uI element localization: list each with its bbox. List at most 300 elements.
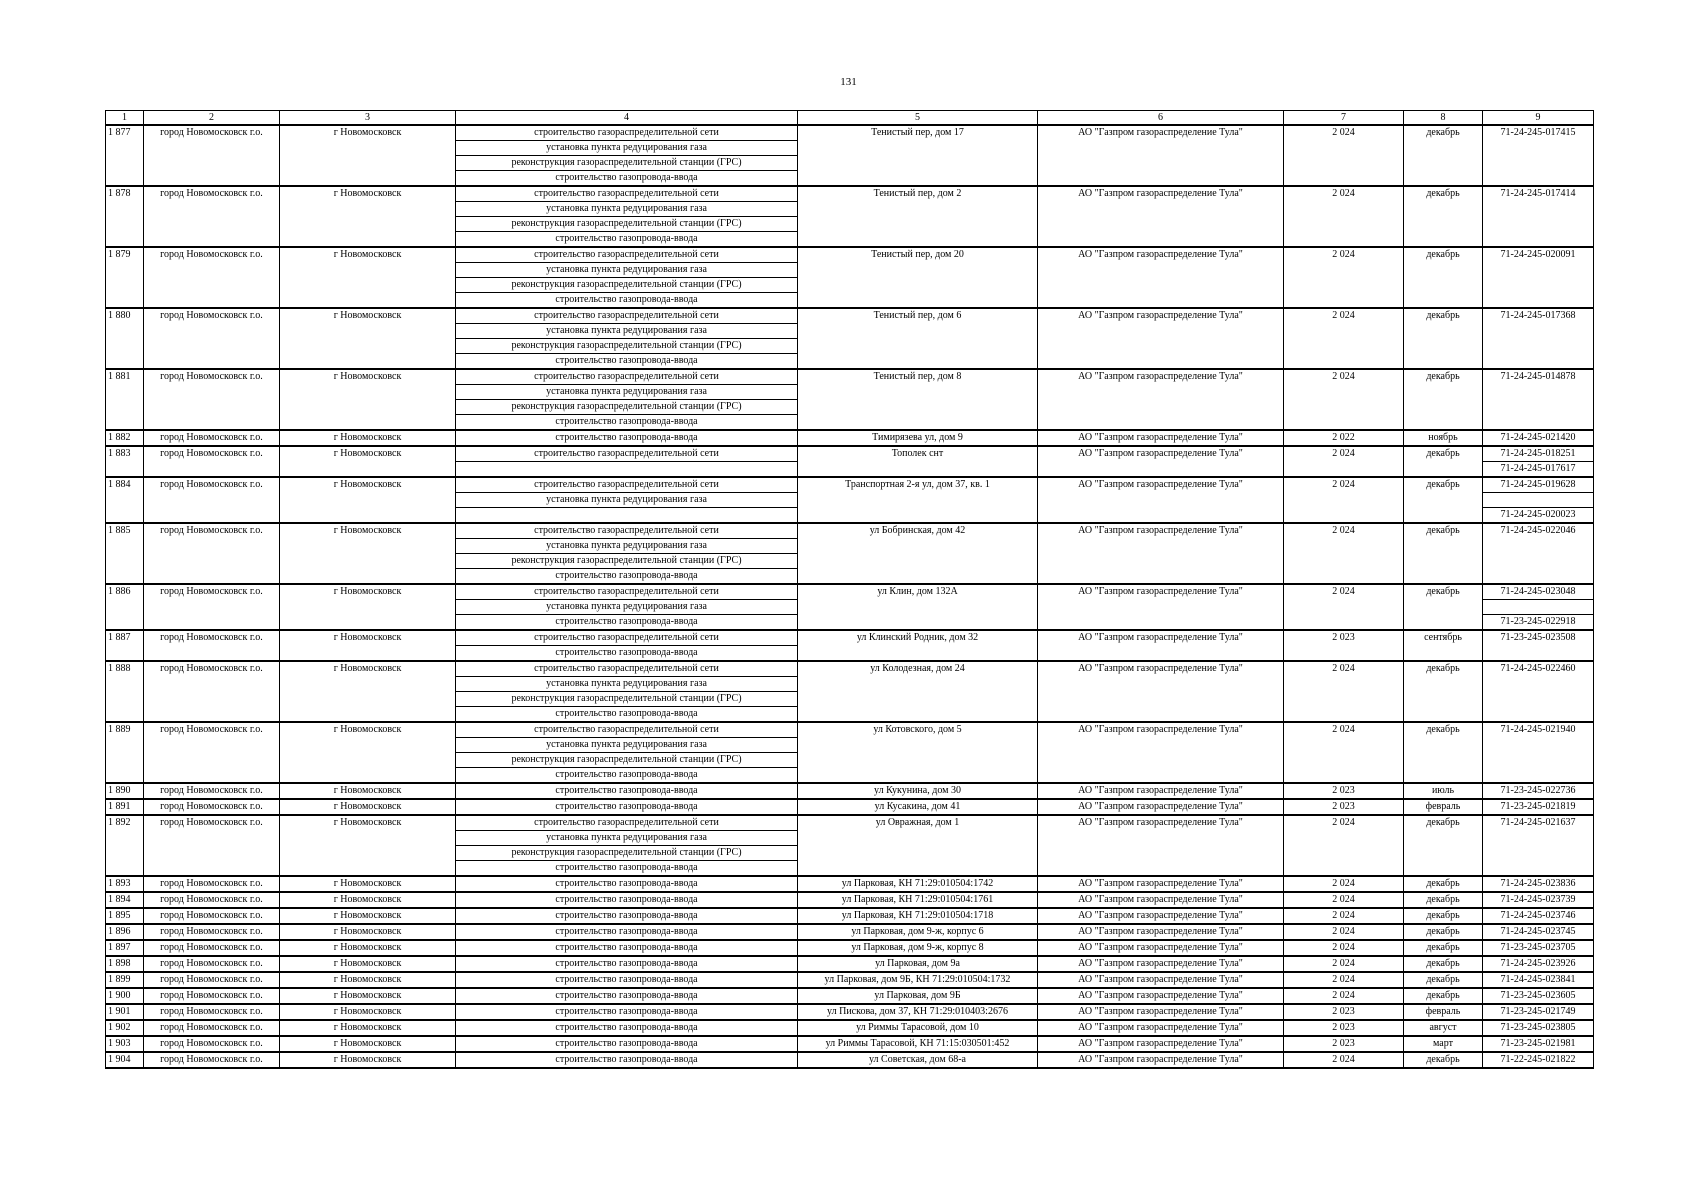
organization-cell: АО "Газпром газораспределение Тула": [1038, 815, 1284, 876]
city-cell: г Новомосковск: [280, 815, 456, 876]
work-type-cell: строительство газораспределительной сети: [456, 125, 798, 141]
code-cell: 71-24-245-017414: [1483, 186, 1594, 247]
work-type-cell: реконструкция газораспределительной станции (ГРС): [456, 217, 798, 232]
district-cell: город Новомосковск г.о.: [144, 1004, 280, 1020]
month-cell: сентябрь: [1404, 630, 1483, 661]
work-type-cell: установка пункта редуцирования газа: [456, 263, 798, 278]
code-cell: 71-24-245-017415: [1483, 125, 1594, 186]
year-cell: 2 023: [1284, 783, 1404, 799]
city-cell: г Новомосковск: [280, 1052, 456, 1068]
address-cell: ул Парковая, дом 9Б: [798, 988, 1038, 1004]
table-row: [106, 1020, 1594, 1036]
address-cell: ул Котовского, дом 5: [798, 722, 1038, 783]
work-type-cell: строительство газораспределительной сети: [456, 369, 798, 385]
code-cell: 71-24-245-020023: [1483, 508, 1594, 524]
code-cell: 71-24-245-021940: [1483, 722, 1594, 783]
city-cell: г Новомосковск: [280, 972, 456, 988]
city-cell: г Новомосковск: [280, 630, 456, 661]
month-cell: март: [1404, 1036, 1483, 1052]
city-cell: г Новомосковск: [280, 783, 456, 799]
address-cell: Тенистый пер, дом 6: [798, 308, 1038, 369]
work-type-cell: строительство газораспределительной сети: [456, 186, 798, 202]
city-cell: г Новомосковск: [280, 892, 456, 908]
code-cell: 71-24-245-023739: [1483, 892, 1594, 908]
city-cell: г Новомосковск: [280, 446, 456, 477]
city-cell: г Новомосковск: [280, 430, 456, 446]
district-cell: город Новомосковск г.о.: [144, 892, 280, 908]
work-type-cell: строительство газораспределительной сети: [456, 815, 798, 831]
month-cell: декабрь: [1404, 125, 1483, 186]
table-row: [106, 584, 1594, 600]
city-cell: г Новомосковск: [280, 1004, 456, 1020]
year-cell: 2 024: [1284, 876, 1404, 892]
organization-cell: АО "Газпром газораспределение Тула": [1038, 1004, 1284, 1020]
district-cell: город Новомосковск г.о.: [144, 125, 280, 186]
year-cell: 2 024: [1284, 815, 1404, 876]
row-number-cell: 1 891: [106, 799, 144, 815]
organization-cell: АО "Газпром газораспределение Тула": [1038, 1052, 1284, 1068]
column-header: 3: [280, 111, 456, 126]
year-cell: 2 023: [1284, 1004, 1404, 1020]
code-cell: [1483, 493, 1594, 508]
work-type-cell: строительство газопровода-ввода: [456, 569, 798, 585]
work-type-cell: строительство газораспределительной сети: [456, 661, 798, 677]
work-type-cell: строительство газораспределительной сети: [456, 247, 798, 263]
year-cell: 2 024: [1284, 446, 1404, 477]
year-cell: 2 023: [1284, 1036, 1404, 1052]
district-cell: город Новомосковск г.о.: [144, 661, 280, 722]
row-number-cell: 1 879: [106, 247, 144, 308]
registry-table: [105, 110, 1594, 1069]
row-number-cell: 1 877: [106, 125, 144, 186]
code-cell: 71-24-245-021420: [1483, 430, 1594, 446]
organization-cell: АО "Газпром газораспределение Тула": [1038, 247, 1284, 308]
year-cell: 2 024: [1284, 1052, 1404, 1068]
code-cell: 71-24-245-020091: [1483, 247, 1594, 308]
district-cell: город Новомосковск г.о.: [144, 630, 280, 661]
column-header: 9: [1483, 111, 1594, 126]
code-cell: 71-23-245-023805: [1483, 1020, 1594, 1036]
column-header: 4: [456, 111, 798, 126]
organization-cell: АО "Газпром газораспределение Тула": [1038, 661, 1284, 722]
month-cell: декабрь: [1404, 892, 1483, 908]
table-row: [106, 924, 1594, 940]
code-cell: 71-24-245-023926: [1483, 956, 1594, 972]
work-type-cell: строительство газопровода-ввода: [456, 799, 798, 815]
year-cell: 2 024: [1284, 186, 1404, 247]
work-type-cell: [456, 462, 798, 478]
organization-cell: АО "Газпром газораспределение Тула": [1038, 125, 1284, 186]
district-cell: город Новомосковск г.о.: [144, 815, 280, 876]
organization-cell: АО "Газпром газораспределение Тула": [1038, 876, 1284, 892]
code-cell: 71-24-245-022460: [1483, 661, 1594, 722]
code-cell: 71-23-245-021981: [1483, 1036, 1594, 1052]
work-type-cell: строительство газопровода-ввода: [456, 768, 798, 784]
organization-cell: АО "Газпром газораспределение Тула": [1038, 783, 1284, 799]
code-cell: 71-24-245-017617: [1483, 462, 1594, 478]
code-cell: 71-24-245-014878: [1483, 369, 1594, 430]
work-type-cell: строительство газопровода-ввода: [456, 924, 798, 940]
year-cell: 2 022: [1284, 430, 1404, 446]
work-type-cell: установка пункта редуцирования газа: [456, 385, 798, 400]
work-type-cell: строительство газораспределительной сети: [456, 477, 798, 493]
month-cell: декабрь: [1404, 972, 1483, 988]
organization-cell: АО "Газпром газораспределение Тула": [1038, 956, 1284, 972]
table-row: [106, 247, 1594, 263]
month-cell: август: [1404, 1020, 1483, 1036]
table-row: [106, 630, 1594, 646]
row-number-cell: 1 896: [106, 924, 144, 940]
address-cell: Тенистый пер, дом 17: [798, 125, 1038, 186]
table-row: [106, 369, 1594, 385]
work-type-cell: установка пункта редуцирования газа: [456, 324, 798, 339]
organization-cell: АО "Газпром газораспределение Тула": [1038, 430, 1284, 446]
city-cell: г Новомосковск: [280, 308, 456, 369]
city-cell: г Новомосковск: [280, 1020, 456, 1036]
code-cell: 71-23-245-022736: [1483, 783, 1594, 799]
district-cell: город Новомосковск г.о.: [144, 924, 280, 940]
address-cell: ул Клинский Родник, дом 32: [798, 630, 1038, 661]
organization-cell: АО "Газпром газораспределение Тула": [1038, 630, 1284, 661]
address-cell: Транспортная 2-я ул, дом 37, кв. 1: [798, 477, 1038, 523]
address-cell: ул Колодезная, дом 24: [798, 661, 1038, 722]
organization-cell: АО "Газпром газораспределение Тула": [1038, 799, 1284, 815]
address-cell: ул Парковая, КН 71:29:010504:1742: [798, 876, 1038, 892]
work-type-cell: установка пункта редуцирования газа: [456, 600, 798, 615]
work-type-cell: строительство газопровода-ввода: [456, 1020, 798, 1036]
row-number-cell: 1 899: [106, 972, 144, 988]
table-row: [106, 308, 1594, 324]
organization-cell: АО "Газпром газораспределение Тула": [1038, 477, 1284, 523]
work-type-cell: установка пункта редуцирования газа: [456, 141, 798, 156]
code-cell: 71-24-245-019628: [1483, 477, 1594, 493]
address-cell: ул Риммы Тарасовой, дом 10: [798, 1020, 1038, 1036]
district-cell: город Новомосковск г.о.: [144, 876, 280, 892]
code-cell: 71-23-245-023605: [1483, 988, 1594, 1004]
row-number-cell: 1 892: [106, 815, 144, 876]
work-type-cell: строительство газопровода-ввода: [456, 707, 798, 723]
city-cell: г Новомосковск: [280, 722, 456, 783]
row-number-cell: 1 895: [106, 908, 144, 924]
code-cell: 71-24-245-017368: [1483, 308, 1594, 369]
table-row: [106, 722, 1594, 738]
organization-cell: АО "Газпром газораспределение Тула": [1038, 584, 1284, 630]
organization-cell: АО "Газпром газораспределение Тула": [1038, 988, 1284, 1004]
district-cell: город Новомосковск г.о.: [144, 308, 280, 369]
city-cell: г Новомосковск: [280, 661, 456, 722]
year-cell: 2 024: [1284, 908, 1404, 924]
code-cell: 71-24-245-022046: [1483, 523, 1594, 584]
work-type-cell: реконструкция газораспределительной станции (ГРС): [456, 339, 798, 354]
row-number-cell: 1 886: [106, 584, 144, 630]
row-number-cell: 1 894: [106, 892, 144, 908]
district-cell: город Новомосковск г.о.: [144, 186, 280, 247]
month-cell: декабрь: [1404, 247, 1483, 308]
city-cell: г Новомосковск: [280, 1036, 456, 1052]
month-cell: декабрь: [1404, 1052, 1483, 1068]
work-type-cell: строительство газопровода-ввода: [456, 354, 798, 370]
month-cell: февраль: [1404, 1004, 1483, 1020]
work-type-cell: строительство газопровода-ввода: [456, 861, 798, 877]
year-cell: 2 024: [1284, 247, 1404, 308]
row-number-cell: 1 883: [106, 446, 144, 477]
table-row: [106, 908, 1594, 924]
code-cell: 71-24-245-023841: [1483, 972, 1594, 988]
table-row: [106, 972, 1594, 988]
district-cell: город Новомосковск г.о.: [144, 523, 280, 584]
row-number-cell: 1 902: [106, 1020, 144, 1036]
work-type-cell: строительство газопровода-ввода: [456, 1052, 798, 1068]
column-header: 1: [106, 111, 144, 126]
code-cell: 71-23-245-021749: [1483, 1004, 1594, 1020]
district-cell: город Новомосковск г.о.: [144, 1052, 280, 1068]
address-cell: Тимирязева ул, дом 9: [798, 430, 1038, 446]
code-cell: 71-23-245-021819: [1483, 799, 1594, 815]
city-cell: г Новомосковск: [280, 584, 456, 630]
table-row: [106, 892, 1594, 908]
table-row: [106, 815, 1594, 831]
year-cell: 2 024: [1284, 956, 1404, 972]
month-cell: декабрь: [1404, 523, 1483, 584]
row-number-cell: 1 880: [106, 308, 144, 369]
row-number-cell: 1 887: [106, 630, 144, 661]
month-cell: июль: [1404, 783, 1483, 799]
work-type-cell: строительство газораспределительной сети: [456, 584, 798, 600]
work-type-cell: строительство газораспределительной сети: [456, 308, 798, 324]
work-type-cell: реконструкция газораспределительной станции (ГРС): [456, 156, 798, 171]
work-type-cell: реконструкция газораспределительной станции (ГРС): [456, 400, 798, 415]
year-cell: 2 024: [1284, 584, 1404, 630]
district-cell: город Новомосковск г.о.: [144, 783, 280, 799]
city-cell: г Новомосковск: [280, 799, 456, 815]
work-type-cell: установка пункта редуцирования газа: [456, 738, 798, 753]
column-header: 8: [1404, 111, 1483, 126]
organization-cell: АО "Газпром газораспределение Тула": [1038, 908, 1284, 924]
address-cell: ул Парковая, КН 71:29:010504:1718: [798, 908, 1038, 924]
address-cell: ул Риммы Тарасовой, КН 71:15:030501:452: [798, 1036, 1038, 1052]
address-cell: ул Парковая, дом 9-ж, корпус 6: [798, 924, 1038, 940]
row-number-cell: 1 888: [106, 661, 144, 722]
year-cell: 2 024: [1284, 988, 1404, 1004]
code-cell: 71-24-245-023746: [1483, 908, 1594, 924]
table-row: [106, 430, 1594, 446]
city-cell: г Новомосковск: [280, 186, 456, 247]
district-cell: город Новомосковск г.о.: [144, 247, 280, 308]
city-cell: г Новомосковск: [280, 924, 456, 940]
row-number-cell: 1 900: [106, 988, 144, 1004]
city-cell: г Новомосковск: [280, 940, 456, 956]
district-cell: город Новомосковск г.о.: [144, 1020, 280, 1036]
organization-cell: АО "Газпром газораспределение Тула": [1038, 523, 1284, 584]
work-type-cell: строительство газопровода-ввода: [456, 972, 798, 988]
city-cell: г Новомосковск: [280, 369, 456, 430]
work-type-cell: строительство газораспределительной сети: [456, 630, 798, 646]
organization-cell: АО "Газпром газораспределение Тула": [1038, 924, 1284, 940]
city-cell: г Новомосковск: [280, 523, 456, 584]
row-number-cell: 1 885: [106, 523, 144, 584]
district-cell: город Новомосковск г.о.: [144, 988, 280, 1004]
work-type-cell: строительство газопровода-ввода: [456, 940, 798, 956]
year-cell: 2 024: [1284, 523, 1404, 584]
year-cell: 2 024: [1284, 940, 1404, 956]
year-cell: 2 024: [1284, 722, 1404, 783]
month-cell: декабрь: [1404, 661, 1483, 722]
year-cell: 2 024: [1284, 924, 1404, 940]
year-cell: 2 024: [1284, 369, 1404, 430]
work-type-cell: строительство газораспределительной сети: [456, 446, 798, 462]
table-row: [106, 661, 1594, 677]
month-cell: декабрь: [1404, 186, 1483, 247]
table-row: [106, 940, 1594, 956]
code-cell: 71-22-245-021822: [1483, 1052, 1594, 1068]
work-type-cell: строительство газопровода-ввода: [456, 876, 798, 892]
address-cell: Тенистый пер, дом 2: [798, 186, 1038, 247]
table-row: [106, 988, 1594, 1004]
work-type-cell: строительство газопровода-ввода: [456, 1036, 798, 1052]
work-type-cell: строительство газопровода-ввода: [456, 783, 798, 799]
month-cell: декабрь: [1404, 924, 1483, 940]
month-cell: декабрь: [1404, 815, 1483, 876]
month-cell: декабрь: [1404, 956, 1483, 972]
work-type-cell: строительство газопровода-ввода: [456, 415, 798, 431]
address-cell: ул Пискова, дом 37, КН 71:29:010403:2676: [798, 1004, 1038, 1020]
month-cell: февраль: [1404, 799, 1483, 815]
code-cell: 71-24-245-018251: [1483, 446, 1594, 462]
address-cell: Тенистый пер, дом 8: [798, 369, 1038, 430]
row-number-cell: 1 903: [106, 1036, 144, 1052]
work-type-cell: установка пункта редуцирования газа: [456, 202, 798, 217]
work-type-cell: [456, 508, 798, 524]
organization-cell: АО "Газпром газораспределение Тула": [1038, 308, 1284, 369]
table-row: [106, 876, 1594, 892]
year-cell: 2 024: [1284, 477, 1404, 523]
row-number-cell: 1 890: [106, 783, 144, 799]
table-row: [106, 446, 1594, 462]
organization-cell: АО "Газпром газораспределение Тула": [1038, 186, 1284, 247]
row-number-cell: 1 889: [106, 722, 144, 783]
district-cell: город Новомосковск г.о.: [144, 430, 280, 446]
district-cell: город Новомосковск г.о.: [144, 972, 280, 988]
year-cell: 2 024: [1284, 308, 1404, 369]
work-type-cell: строительство газопровода-ввода: [456, 956, 798, 972]
city-cell: г Новомосковск: [280, 988, 456, 1004]
row-number-cell: 1 878: [106, 186, 144, 247]
work-type-cell: строительство газопровода-ввода: [456, 293, 798, 309]
month-cell: декабрь: [1404, 988, 1483, 1004]
city-cell: г Новомосковск: [280, 876, 456, 892]
row-number-cell: 1 882: [106, 430, 144, 446]
organization-cell: АО "Газпром газораспределение Тула": [1038, 892, 1284, 908]
row-number-cell: 1 897: [106, 940, 144, 956]
year-cell: 2 024: [1284, 972, 1404, 988]
month-cell: декабрь: [1404, 446, 1483, 477]
work-type-cell: реконструкция газораспределительной станции (ГРС): [456, 846, 798, 861]
work-type-cell: строительство газопровода-ввода: [456, 1004, 798, 1020]
address-cell: ул Парковая, дом 9-ж, корпус 8: [798, 940, 1038, 956]
row-number-cell: 1 904: [106, 1052, 144, 1068]
organization-cell: АО "Газпром газораспределение Тула": [1038, 940, 1284, 956]
table-row: [106, 1052, 1594, 1068]
row-number-cell: 1 898: [106, 956, 144, 972]
table-body: [106, 111, 1594, 1069]
work-type-cell: строительство газораспределительной сети: [456, 722, 798, 738]
year-cell: 2 023: [1284, 630, 1404, 661]
year-cell: 2 023: [1284, 1020, 1404, 1036]
code-cell: 71-24-245-023048: [1483, 584, 1594, 600]
work-type-cell: установка пункта редуцирования газа: [456, 493, 798, 508]
month-cell: декабрь: [1404, 584, 1483, 630]
work-type-cell: строительство газопровода-ввода: [456, 232, 798, 248]
district-cell: город Новомосковск г.о.: [144, 1036, 280, 1052]
code-cell: 71-24-245-023745: [1483, 924, 1594, 940]
table-row: [106, 783, 1594, 799]
row-number-cell: 1 893: [106, 876, 144, 892]
city-cell: г Новомосковск: [280, 247, 456, 308]
city-cell: г Новомосковск: [280, 908, 456, 924]
address-cell: ул Овражная, дом 1: [798, 815, 1038, 876]
district-cell: город Новомосковск г.о.: [144, 369, 280, 430]
organization-cell: АО "Газпром газораспределение Тула": [1038, 369, 1284, 430]
address-cell: ул Кукунина, дом 30: [798, 783, 1038, 799]
organization-cell: АО "Газпром газораспределение Тула": [1038, 722, 1284, 783]
address-cell: Тополек снт: [798, 446, 1038, 477]
address-cell: ул Бобринская, дом 42: [798, 523, 1038, 584]
address-cell: ул Парковая, дом 9а: [798, 956, 1038, 972]
address-cell: ул Парковая, КН 71:29:010504:1761: [798, 892, 1038, 908]
address-cell: Тенистый пер, дом 20: [798, 247, 1038, 308]
city-cell: г Новомосковск: [280, 477, 456, 523]
table-row: [106, 477, 1594, 493]
table-row: [106, 1036, 1594, 1052]
year-cell: 2 024: [1284, 892, 1404, 908]
column-header: 5: [798, 111, 1038, 126]
work-type-cell: строительство газопровода-ввода: [456, 171, 798, 187]
work-type-cell: реконструкция газораспределительной станции (ГРС): [456, 278, 798, 293]
code-cell: 71-23-245-022918: [1483, 615, 1594, 631]
month-cell: декабрь: [1404, 308, 1483, 369]
month-cell: декабрь: [1404, 722, 1483, 783]
month-cell: декабрь: [1404, 940, 1483, 956]
column-header: 6: [1038, 111, 1284, 126]
month-cell: декабрь: [1404, 369, 1483, 430]
table-row: [106, 1004, 1594, 1020]
table-row: [106, 186, 1594, 202]
header-row: [106, 111, 1594, 126]
row-number-cell: 1 881: [106, 369, 144, 430]
page-number: 131: [840, 76, 857, 88]
year-cell: 2 024: [1284, 661, 1404, 722]
work-type-cell: реконструкция газораспределительной станции (ГРС): [456, 753, 798, 768]
work-type-cell: реконструкция газораспределительной станции (ГРС): [456, 554, 798, 569]
code-cell: 71-24-245-023836: [1483, 876, 1594, 892]
district-cell: город Новомосковск г.о.: [144, 956, 280, 972]
city-cell: г Новомосковск: [280, 956, 456, 972]
district-cell: город Новомосковск г.о.: [144, 908, 280, 924]
column-header: 7: [1284, 111, 1404, 126]
district-cell: город Новомосковск г.о.: [144, 722, 280, 783]
row-number-cell: 1 901: [106, 1004, 144, 1020]
address-cell: ул Кусакина, дом 41: [798, 799, 1038, 815]
district-cell: город Новомосковск г.о.: [144, 446, 280, 477]
work-type-cell: строительство газопровода-ввода: [456, 646, 798, 662]
year-cell: 2 023: [1284, 799, 1404, 815]
work-type-cell: строительство газопровода-ввода: [456, 615, 798, 631]
district-cell: город Новомосковск г.о.: [144, 584, 280, 630]
month-cell: декабрь: [1404, 908, 1483, 924]
row-number-cell: 1 884: [106, 477, 144, 523]
table-row: [106, 125, 1594, 141]
organization-cell: АО "Газпром газораспределение Тула": [1038, 972, 1284, 988]
